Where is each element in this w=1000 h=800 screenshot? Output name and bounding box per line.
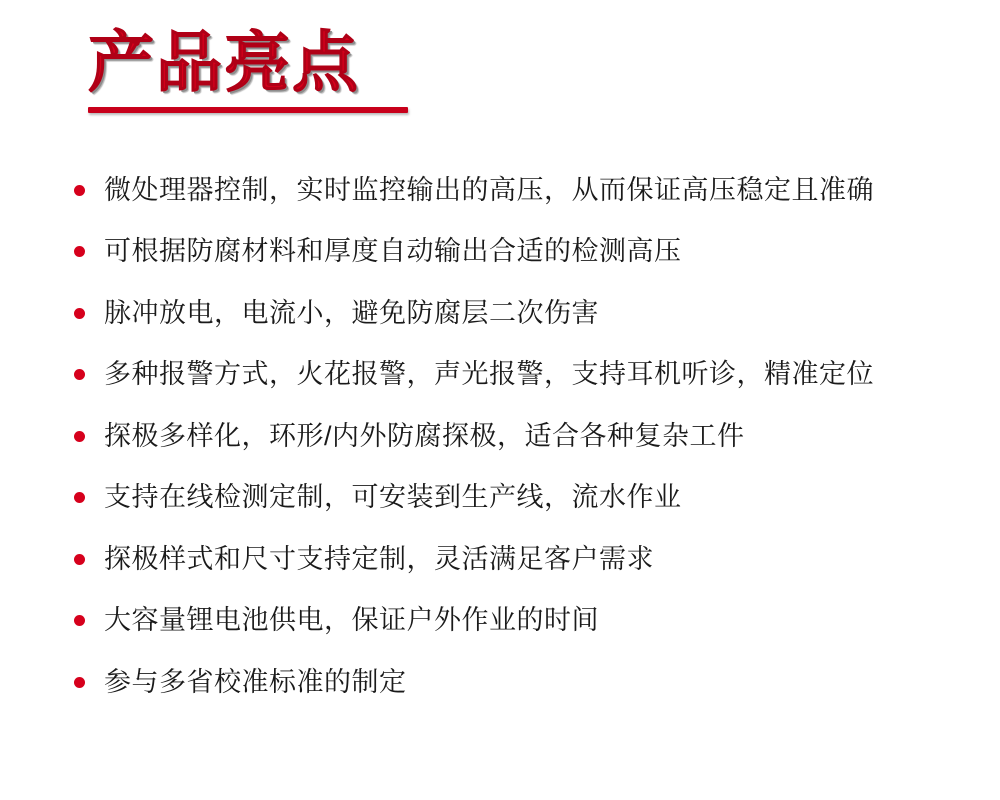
bullet-dot-icon <box>74 246 85 257</box>
list-item <box>74 356 960 392</box>
list-item-label: 探极样式和尺寸支持定制，灵活满足客户需求 <box>104 543 654 574</box>
bullet-dot-icon <box>74 308 85 319</box>
title-block <box>88 25 428 113</box>
bullet-dot-icon <box>74 554 85 565</box>
list-item-label: 微处理器控制，实时监控输出的高压，从而保证高压稳定且准确 <box>104 175 874 205</box>
list-item-label: 参与多省校准标准的制定 <box>104 666 407 697</box>
list-item-label: 多种报警方式，火花报警，声光报警，支持耳机听诊，精准定位 <box>104 359 874 390</box>
list-item <box>74 541 960 577</box>
list-item-label: 可根据防腐材料和厚度自动输出合适的检测高压 <box>104 236 682 267</box>
list-item <box>74 602 960 638</box>
list-item <box>74 295 960 331</box>
page-title: 产品亮点 <box>88 25 360 99</box>
list-item-label: 脉冲放电，电流小，避免防腐层二次伤害 <box>104 297 599 328</box>
list-item-label: 支持在线检测定制，可安装到生产线，流水作业 <box>104 482 682 513</box>
list-item <box>74 233 960 269</box>
bullet-dot-icon <box>74 677 85 688</box>
bullet-dot-icon <box>74 431 85 442</box>
list-item-label: 大容量锂电池供电，保证户外作业的时间 <box>104 605 599 636</box>
bullet-list <box>74 172 960 725</box>
bullet-dot-icon <box>74 185 85 196</box>
list-item <box>74 172 960 208</box>
list-item <box>74 418 960 454</box>
bullet-dot-icon <box>74 369 85 380</box>
title-underline <box>88 107 408 113</box>
bullet-dot-icon <box>74 492 85 503</box>
list-item-label: 探极多样化，环形/内外防腐探极，适合各种复杂工件 <box>104 420 745 451</box>
bullet-dot-icon <box>74 615 85 626</box>
list-item <box>74 664 960 700</box>
list-item <box>74 479 960 515</box>
